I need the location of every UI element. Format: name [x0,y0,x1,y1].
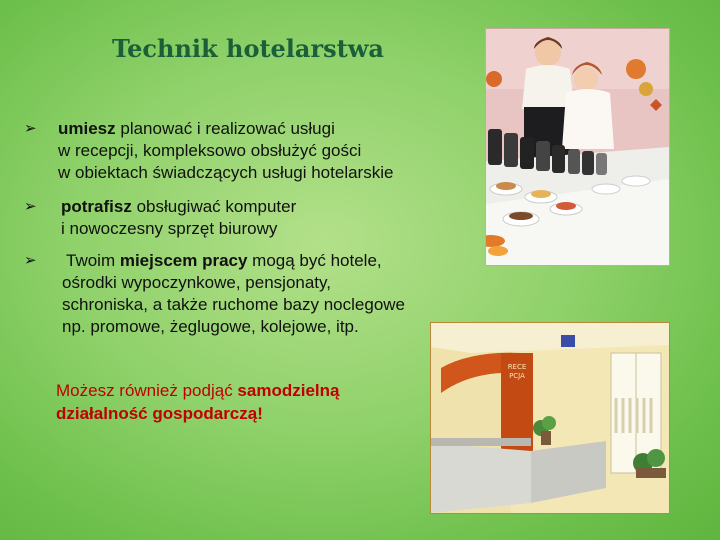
bullet-item [24,118,474,184]
bullet-line: i nowoczesny sprzęt biurowy [61,219,278,238]
bullet-keyword: potrafisz [61,197,132,216]
bullet-text [61,196,474,240]
closing-text: Możesz również podjąć [56,381,238,400]
bullet-text [62,250,474,338]
arrow-bullet-icon: ➢ [24,198,37,215]
bullet-keyword: miejscem pracy [119,251,248,270]
bullet-item [24,196,474,240]
closing-keyword: samodzielną [237,381,340,400]
bullet-item [24,250,474,338]
bullet-line: mogą być hotele, [247,251,382,270]
bullet-line: ośrodki wypoczynkowe, pensjonaty, [62,273,331,292]
arrow-bullet-icon: ➢ [24,120,37,137]
bullet-line: obsługiwać komputer [131,197,297,216]
slide-title: Technik hotelarstwa [112,34,384,63]
bullet-line: Twoim [66,251,120,270]
closing-statement [56,379,436,425]
closing-keyword: działalność gospodarczą! [56,404,263,423]
reception-photo [430,322,670,514]
buffet-photo-illustration [486,29,669,265]
bullet-keyword: umiesz [58,119,116,138]
bullet-text [58,118,474,184]
arrow-bullet-icon: ➢ [24,252,37,269]
bullet-line: schroniska, a także ruchome bazy noclegowe [62,295,406,314]
reception-photo-illustration [431,323,669,513]
bullet-line: planować i realizować usługi [115,119,335,138]
reception-sign: RECEPCJA [507,363,527,380]
bullet-line: w obiektach świadczących usługi hotelarskie [58,163,394,182]
buffet-photo [485,28,670,266]
bullet-line: np. promowe, żeglugowe, kolejowe, itp. [62,317,359,336]
bullet-line: w recepcji, kompleksowo obsłużyć gości [58,141,362,160]
